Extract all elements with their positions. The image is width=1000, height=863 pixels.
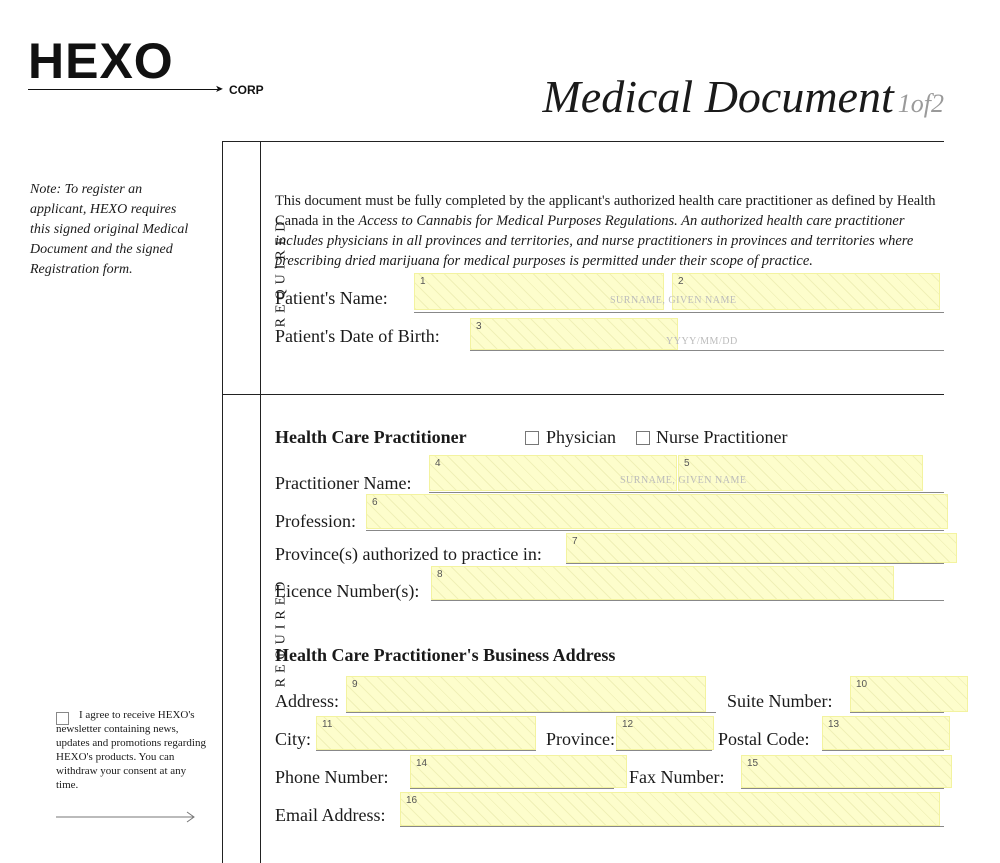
patient-name-label: Patient's Name:: [275, 288, 388, 308]
postal-code-field[interactable]: 13: [822, 716, 950, 750]
province-authorized-field[interactable]: 7: [566, 533, 957, 563]
licence-number-underline: [431, 600, 944, 601]
phone-number-underline: [410, 788, 614, 789]
patient-dob-hint: YYYY/MM/DD: [666, 336, 738, 347]
suite-number-underline: [850, 712, 944, 713]
practitioner-surname-field[interactable]: 4: [429, 455, 677, 491]
hexo-logo: [28, 33, 264, 100]
profession-field[interactable]: 6: [366, 494, 948, 529]
licence-number-label: Licence Number(s):: [275, 581, 420, 601]
licence-number-field[interactable]: 8: [431, 566, 894, 600]
side-note: Note: To register an applicant, HEXO requires this signed original Medical Document and the signed Registration form.: [30, 182, 189, 277]
physician-label: Physician: [546, 427, 616, 447]
city-label: City:: [275, 729, 312, 749]
province-label: Province:: [546, 729, 615, 749]
nurse-practitioner-label: Nurse Practitioner: [656, 427, 788, 447]
intro-paragraph: This document must be fully completed by the applicant's authorized health care practitioner as defined by Health Canada in the Access to Cannabis for Medical Purposes Regulations. An authorized health care practitioner includes physicians in all provinces and territories, and nurse practitioners in provinces and territories where prescribing dried marijuana for medical purposes is permitted under their scope of practice.: [275, 193, 936, 269]
practitioner-name-label: Practitioner Name:: [275, 473, 412, 493]
email-address-field[interactable]: 16: [400, 792, 940, 826]
profession-underline: [366, 530, 944, 531]
title-main: Medical Document: [542, 71, 894, 122]
page-indicator: 1of2: [897, 89, 944, 118]
frame-left-border: [222, 141, 223, 863]
patient-name-underline: [414, 312, 944, 313]
address-label: Address:: [275, 691, 339, 711]
practitioner-heading: Health Care Practitioner: [275, 427, 467, 447]
email-address-underline: [400, 826, 944, 827]
email-address-label: Email Address:: [275, 805, 386, 825]
fax-number-field[interactable]: 15: [741, 755, 952, 788]
patient-given-name-field[interactable]: 2: [672, 273, 940, 310]
arrow-right-icon: [56, 810, 196, 824]
logo-corp: CORP: [229, 83, 264, 97]
patient-dob-label: Patient's Date of Birth:: [275, 326, 440, 346]
section-label-required-2: REQUIRED: [273, 576, 289, 688]
province-underline: [616, 750, 712, 751]
patient-dob-underline: [470, 350, 944, 351]
practitioner-name-underline: [429, 492, 944, 493]
nurse-practitioner-checkbox[interactable]: [636, 431, 650, 445]
postal-code-underline: [822, 750, 944, 751]
city-underline: [316, 750, 536, 751]
province-authorized-label: Province(s) authorized to practice in:: [275, 544, 542, 564]
consent-text: I agree to receive HEXO's newsletter containing news, updates and promotions regarding HEXO's products. You can withdraw your consent at any time.: [56, 709, 206, 791]
profession-label: Profession:: [275, 511, 356, 531]
document-title: [542, 70, 944, 123]
fax-number-label: Fax Number:: [629, 767, 725, 787]
patient-name-hint: SURNAME, GIVEN NAME: [610, 295, 737, 306]
logo-arrow-icon: ➤: [215, 84, 224, 95]
practitioner-name-hint: SURNAME, GIVEN NAME: [620, 475, 747, 486]
address-field[interactable]: 9: [346, 676, 706, 712]
patient-dob-field[interactable]: 3: [470, 318, 678, 350]
fax-number-underline: [741, 788, 944, 789]
address-underline: [346, 712, 716, 713]
city-field[interactable]: 11: [316, 716, 536, 750]
patient-surname-field[interactable]: 1: [414, 273, 664, 310]
physician-checkbox[interactable]: [525, 431, 539, 445]
regulation-title: Access to Cannabis for Medical Purposes Regulations: [358, 213, 675, 229]
logo-line: [28, 89, 221, 90]
province-field[interactable]: 12: [616, 716, 714, 750]
suite-number-field[interactable]: 10: [850, 676, 968, 712]
newsletter-consent: [56, 708, 208, 792]
consent-checkbox[interactable]: [56, 712, 69, 725]
province-authorized-underline: [566, 563, 944, 564]
section-divider: [222, 394, 944, 395]
section-label-required-1: REQUIRED: [273, 216, 289, 328]
suite-number-label: Suite Number:: [727, 691, 833, 711]
phone-number-label: Phone Number:: [275, 767, 389, 787]
postal-code-label: Postal Code:: [718, 729, 810, 749]
logo-wordmark: HEXO: [28, 33, 174, 89]
business-address-heading: Health Care Practitioner's Business Address: [275, 645, 616, 665]
practitioner-given-name-field[interactable]: 5: [678, 455, 923, 491]
phone-number-field[interactable]: 14: [410, 755, 627, 788]
frame-top-border: [222, 141, 944, 142]
frame-label-divider: [260, 141, 261, 863]
